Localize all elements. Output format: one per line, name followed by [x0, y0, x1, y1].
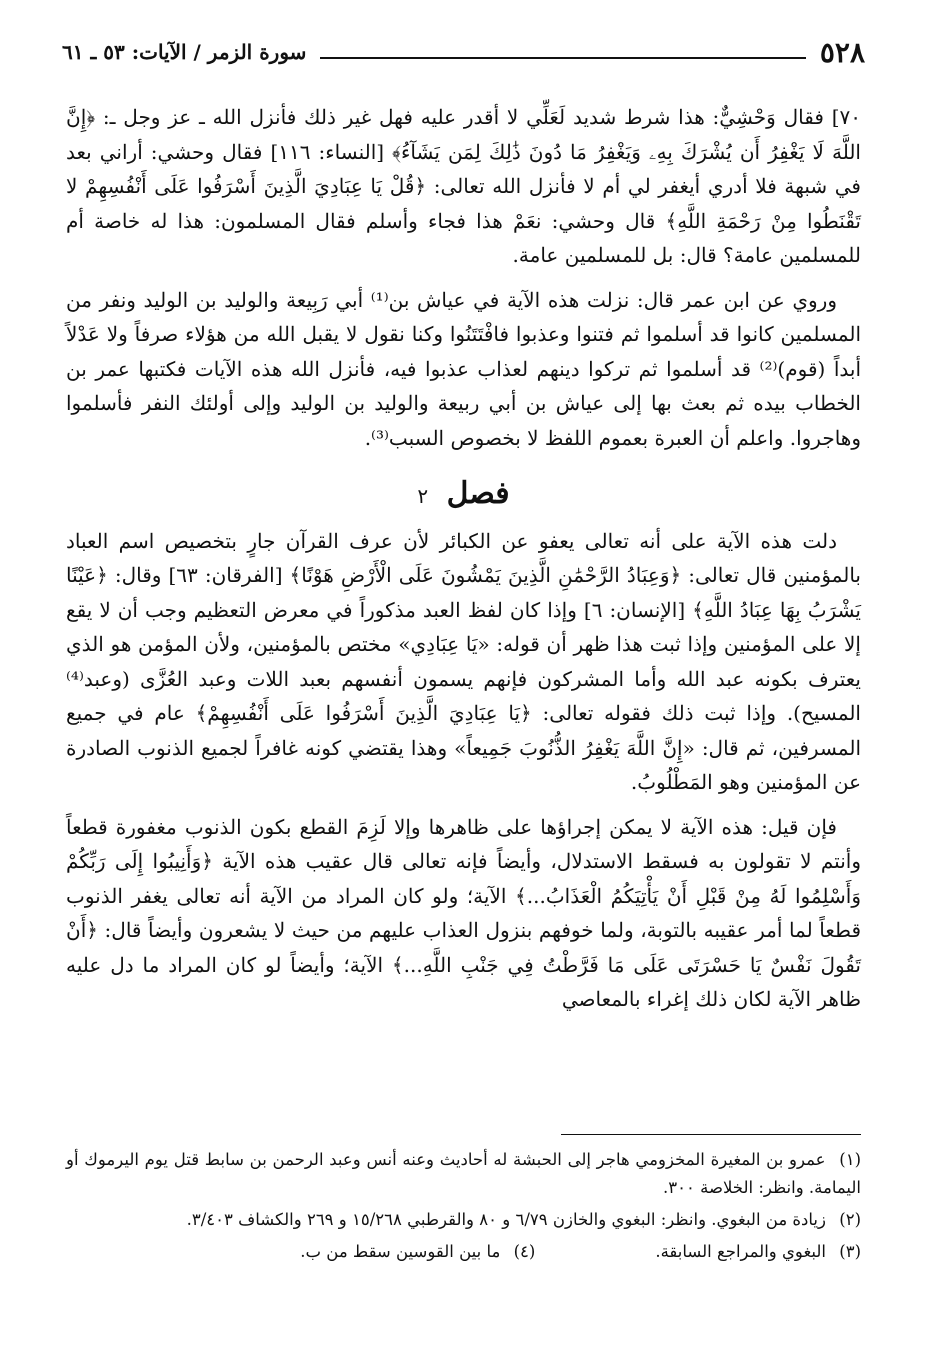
- page-header: [62, 32, 865, 72]
- paragraph-2: وروي عن ابن عمر قال: نزلت هذه الآية في عياش بن⁽¹⁾ أبي رَبِيعة والوليد بن الوليد ونفر من المسلمين كانوا قد أسلموا ثم فتنوا وعذبوا فافْتَتَنُوا وكنا نقول لا يقبل الله من هؤلاء صرفاً ولا عَدْلاً أبداً (قوم)⁽²⁾ قد أسلموا ثم تركوا دينهم لعذاب عذبوا فيه، فأنزل الله هذه الآيات فكتبها عمر بن الخطاب بيده ثم بعث بها إلى عياش بن أبي ربيعة والوليد بن الوليد وإلى أولئك النفر فأسلموا وهاجروا. واعلم أن العبرة بعموم اللفظ لا بخصوص السبب⁽³⁾.: [66, 287, 862, 450]
- footnote-number: (٣): [839, 1242, 861, 1261]
- footnote-number: (٤): [513, 1242, 536, 1261]
- footnote-separator: [561, 1134, 861, 1135]
- footnote-1: [66, 1146, 861, 1202]
- footnote-3: [655, 1238, 861, 1266]
- footnote-2: [66, 1206, 861, 1234]
- footnote-text: زيادة من البغوي. وانظر: البغوي والخازن ٦/٧٩ و ٨٠ والقرطبي ١٥/٢٦٨ و ٢٦٩ والكشاف ٣/٤٠٣.: [186, 1210, 826, 1229]
- footnote-text: عمرو بن المغيرة المخزومي هاجر إلى الحبشة له أحاديث وعنه أنس وعبد الرحمن بن سابط قتل يوم اليرموك أو اليمامة. وانظر: الخلاصة ٣٠٠.: [66, 1150, 861, 1197]
- main-text: [66, 100, 861, 1027]
- running-title: سورة الزمر / الآيات: ٥٣ ـ ٦١: [62, 40, 307, 64]
- footnote-text: ما بين القوسين سقط من ب.: [300, 1242, 501, 1261]
- footnote-4: [300, 1238, 535, 1266]
- section-heading: [66, 477, 861, 514]
- paragraph-4: فإن قيل: هذه الآية لا يمكن إجراؤها على ظاهرها وإلا لَزِمَ القطع بكون الذنوب مغفورة قطعاً وأنتم لا تقولون به فسقط الاستدلال، وأيضاً فإنه تعالى قال عقيب هذه الآية ﴿وَأَنِيبُوا إِلَى رَبِّكُمْ وَأَسْلِمُوا لَهُ مِنْ قَبْلِ أَنْ يَأْتِيَكُمُ الْعَذَابُ...﴾ الآية؛ ولو كان المراد من الآية أنه تعالى يغفر الذنوب قطعاً لما أمر عقيبه بالتوبة، ولما خوفهم بنزول العذاب عليهم من حيث لا يشعرون وأيضاً قال: ﴿أَنْ تَقُولَ نَفْسٌ يَا حَسْرَتَى عَلَى مَا فَرَّطْتُ فِي جَنْبِ اللَّهِ...﴾ الآية؛ وأيضاً لو كان المراد ما دل عليه ظاهر الآية لكان ذلك إغراء بالمعاصي: [66, 814, 861, 1011]
- footnote-number: (١): [839, 1150, 861, 1169]
- footnotes: [66, 1146, 861, 1270]
- header-rule: [320, 57, 805, 59]
- paragraph-1: ٧٠] فقال وَحْشِيٌّ: هذا شرط شديد لَعَلِّي لا أقدر عليه فهل غير ذلك فأنزل الله ـ عز وجل ـ: ﴿إِنَّ اللَّهَ لَا يَغْفِرُ أَن يُشْرَكَ بِهِۦ وَيَغْفِرُ مَا دُونَ ذَٰلِكَ لِمَن يَشَآءُ﴾ [النساء: ١١٦] فقال وحشي: أراني بعد في شبهة فلا أدري أيغفر لي أم لا فأنزل الله تعالى: ﴿قُلْ يَا عِبَادِيَ الَّذِينَ أَسْرَفُوا عَلَى أَنْفُسِهِمْ لا تَقْنَطُوا مِنْ رَحْمَةِ اللَّهِ﴾ قال وحشي: نعَمْ هذا فجاء وأسلم فقال المسلمون: هذا له خاصة أم للمسلمين عامة؟ قال: بل للمسلمين عامة.: [66, 105, 861, 267]
- footnote-text: البغوي والمراجع السابقة.: [655, 1242, 826, 1261]
- page-number: ٥٢٨: [819, 35, 865, 69]
- paragraph-3: دلت هذه الآية على أنه تعالى يعفو عن الكبائر لأن عرف القرآن جارٍ بتخصيص اسم العباد بالمؤمنين قال تعالى: ﴿وَعِبَادُ الرَّحْمَٰنِ الَّذِينَ يَمْشُونَ عَلَى الْأَرْضِ هَوْنًا﴾ [الفرقان: ٦٣] وقال: ﴿عَيْنًا يَشْرَبُ بِهَا عِبَادُ اللَّهِ﴾ [الإنسان: ٦] وإذا كان لفظ العبد مذكوراً في معرض التعظيم وجب أن لا يقع إلا على المؤمنين وإذا ثبت هذا ظهر أن قوله: «يَا عِبَادِي» مختص بالمؤمنين، ولأن المؤمن هو الذي يعترف بكونه عبد الله وأما المشركون فإنهم يسمون أنفسهم بعبد اللات وعبد العُزَّى (وعبد⁽⁴⁾ المسيح). وإذا ثبت ذلك فقوله تعالى: ﴿يَا عِبَادِيَ الَّذِينَ أَسْرَفُوا عَلَى أَنْفُسِهِمْ﴾ عام في جميع المسرفين، ثم قال: «إِنَّ اللَّهَ يَغْفِرُ الذُّنُوبَ جَمِيعاً» وهذا يقتضي كونه غافراً لجميع الذنوب الصادرة عن المؤمنين وهو المَطْلُوبُ.: [66, 528, 861, 794]
- section-number: ٢: [417, 484, 429, 508]
- footnote-number: (٢): [839, 1210, 861, 1229]
- section-title: فصل: [446, 476, 510, 511]
- footnote-row: [66, 1238, 861, 1270]
